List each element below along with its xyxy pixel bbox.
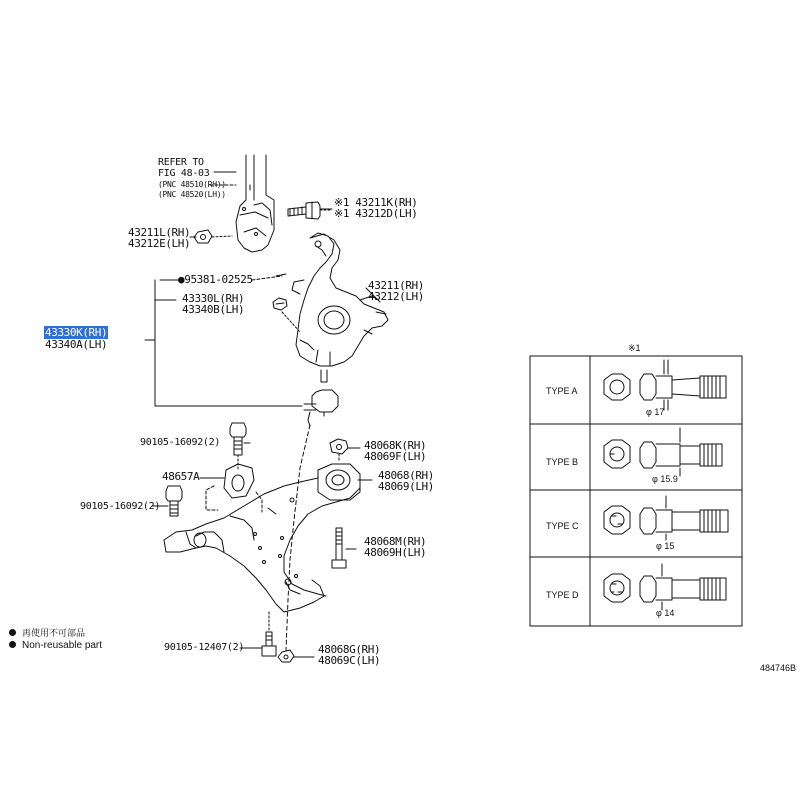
refer-line-1: REFER TO — [158, 157, 204, 168]
refer-line-3: (PNC 48510(RH)) — [158, 180, 226, 189]
ball-joint — [304, 370, 338, 426]
part-label-43330K-row — [44, 327, 108, 338]
part-label-90105-12407[interactable]: 90105-12407(2) — [164, 642, 245, 653]
center-line — [286, 425, 310, 650]
part-label-48068[interactable]: 48068(RH) — [378, 469, 435, 482]
strut-reference — [210, 155, 274, 252]
refer-line-2: FIG 48-03 — [158, 168, 210, 179]
part-label-43330L[interactable]: 43330L(RH) — [182, 292, 245, 305]
part-label-43211[interactable]: 43211(RH) — [368, 279, 425, 292]
part-label-43212D[interactable]: ※1 43212D(LH) — [334, 207, 418, 220]
part-label-48068K[interactable]: 48068K(RH) — [364, 439, 427, 452]
bolt-type-b — [604, 428, 722, 476]
part-label-43340A[interactable]: 43340A(LH) — [45, 338, 108, 351]
nut-48068G — [278, 650, 294, 662]
table-note: ※1 — [628, 343, 641, 353]
part-label-48069H[interactable]: 48069H(LH) — [364, 546, 427, 559]
table-dia-b: φ 15.9 — [652, 474, 678, 484]
part-label-43330K[interactable]: 43330K(RH) — [45, 326, 108, 339]
lower-control-arm — [164, 478, 360, 612]
table-dia-c: φ 15 — [656, 541, 675, 551]
upper-bolt — [288, 202, 332, 219]
part-label-48069C[interactable]: 48069C(LH) — [318, 654, 381, 667]
part-label-43340B[interactable]: 43340B(LH) — [182, 303, 245, 316]
legend-jp-row — [9, 628, 85, 638]
bolt-type-c — [604, 496, 728, 540]
legend-jp: 再使用不可部品 — [22, 628, 86, 638]
pin-leader — [252, 276, 282, 280]
bolt-90105-16092-b — [166, 486, 182, 516]
bullet-icon — [9, 629, 16, 636]
nut-48068K — [330, 439, 348, 462]
part-label-43212[interactable]: 43212(LH) — [368, 290, 425, 303]
bullet-icon — [9, 641, 16, 648]
legend-en: Non-reusable part — [22, 640, 103, 651]
bolt-type-a — [604, 360, 726, 410]
bolt-48068M — [332, 528, 346, 568]
part-label-48657A[interactable]: 48657A — [162, 470, 200, 483]
bolt-type-table — [530, 356, 742, 626]
table-type-b: TYPE B — [546, 457, 579, 467]
part-label-90105-16092-a[interactable]: 90105-16092(2) — [140, 437, 221, 448]
table-type-c: TYPE C — [546, 521, 579, 531]
ball-joint-nut — [273, 298, 287, 310]
upper-nut — [194, 230, 232, 243]
table-dia-d: φ 14 — [656, 608, 675, 618]
bracket-48657A — [200, 464, 262, 512]
legend-en-row — [9, 641, 102, 651]
refer-line-4: (PNC 48520(LH)) — [158, 190, 226, 199]
bolt-90105-12407 — [262, 612, 276, 656]
part-label-43212E[interactable]: 43212E(LH) — [128, 237, 191, 250]
part-label-48069F[interactable]: 48069F(LH) — [364, 450, 427, 463]
part-label-43211K[interactable]: ※1 43211K(RH) — [334, 196, 418, 209]
cotter-pin — [276, 274, 286, 276]
part-label-43211L[interactable]: 43211L(RH) — [128, 226, 191, 239]
part-label-95381[interactable]: ●95381-02525 — [178, 273, 253, 286]
bolt-type-d — [604, 564, 726, 610]
part-label-48068M[interactable]: 48068M(RH) — [364, 535, 427, 548]
table-type-a: TYPE A — [546, 386, 578, 396]
bolt-90105-16092-a — [230, 423, 246, 470]
part-label-48069[interactable]: 48069(LH) — [378, 480, 435, 493]
part-label-48068G[interactable]: 48068G(RH) — [318, 643, 381, 656]
figure-id: 484746B — [760, 663, 797, 673]
table-dia-a: φ 17 — [646, 407, 665, 417]
part-label-90105-16092-b[interactable]: 90105-16092(2) — [80, 501, 161, 512]
table-type-d: TYPE D — [546, 590, 579, 600]
